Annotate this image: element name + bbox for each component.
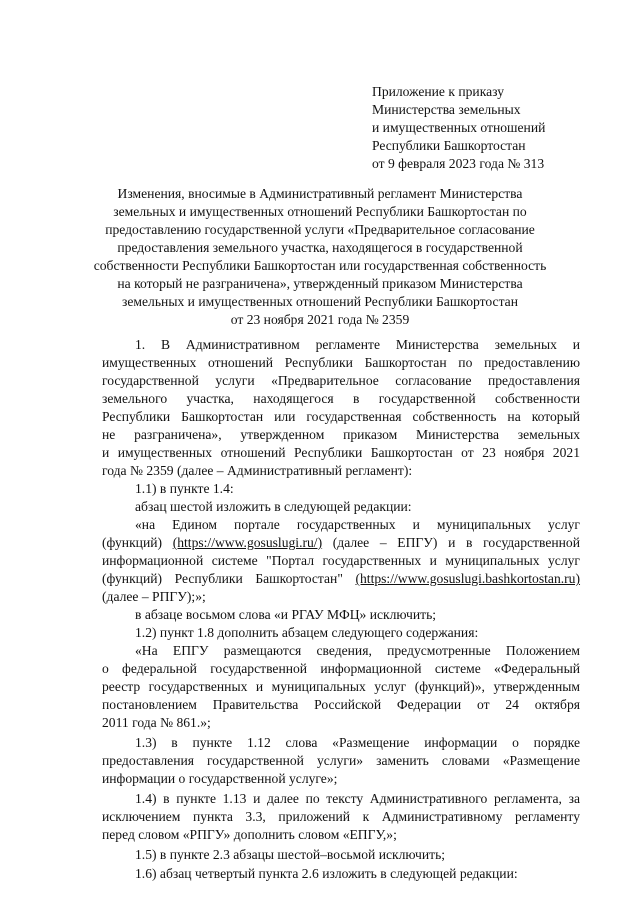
annex-line: от 9 февраля 2023 года № 313 (372, 156, 545, 171)
annex-line: Приложение к приказу (372, 84, 505, 99)
quote-line: постановлением Правительства Российской Федерации от 24 октября (102, 697, 580, 712)
subitem-1-1: 1.1) в пункте 1.4: (135, 481, 234, 496)
document-title-line: Изменения, вносимые в Административный регламент Министерства (117, 186, 523, 201)
quote-text: (функций) Республики Башкортостан" (102, 571, 343, 586)
quote-line: реестр государственных и муниципальных услуг (функций)», утвержденным (102, 679, 580, 694)
paragraph-line: земельного участка, находящегося в государственной собственности (102, 391, 580, 406)
document-title-line: предоставления земельного участка, находящегося в государственной (117, 240, 523, 255)
document-title-line: предоставлению государственной услуги «Предварительное согласование (105, 222, 535, 237)
subitem-1-1-text: абзац шестой изложить в следующей редакции: (135, 499, 412, 514)
quote-line (102, 534, 580, 552)
quote-text: (далее – ЕПГУ) и в государственной (332, 535, 580, 550)
subitem-1-3: информации о государственной услуге»; (102, 771, 338, 786)
quote-line: 2011 года № 861.»; (102, 715, 211, 730)
subitem-1-4: 1.4) в пункте 1.13 и далее по тексту Административного регламента, за (135, 791, 580, 806)
paragraph-line: государственной услуги «Предварительное согласование предоставления (102, 373, 580, 388)
quote-line: информационной системе "Портал государственных и муниципальных услуг (102, 553, 580, 568)
document-title-line: на который не разграничена», утвержденный приказом Министерства (117, 276, 523, 291)
subitem-1-6: 1.6) абзац четвертый пункта 2.6 изложить в следующей редакции: (135, 866, 518, 881)
document-title-line: от 23 ноября 2021 года № 2359 (230, 312, 410, 327)
paragraph-line: Республики Башкортостан или государственная собственность на который (102, 409, 580, 424)
annex-line: Министерства земельных (372, 102, 521, 117)
paragraph-line: года № 2359 (далее – Административный регламент): (102, 463, 413, 478)
document-title-line: земельных и имущественных отношений Республики Башкортостан (122, 294, 518, 309)
quote-text: (функций) (102, 535, 163, 550)
paragraph-line: 1. В Административном регламенте Министерства земельных и (135, 337, 580, 352)
quote-line (102, 570, 580, 588)
paragraph-line: не разграничена», утвержденном приказом Министерства земельных (102, 427, 580, 442)
quote-line: «На ЕПГУ размещаются сведения, предусмотренные Положением (135, 643, 580, 658)
quote-line: «на Едином портале государственных и муниципальных услуг (135, 517, 580, 532)
gosuslugi-link[interactable]: (https://www.gosuslugi.ru/) (172, 535, 323, 550)
quote-line: о федеральной государственной информационной системе «Федеральный (102, 661, 580, 676)
subitem-1-2: 1.2) пункт 1.8 дополнить абзацем следующего содержания: (135, 625, 479, 640)
subitem-1-5: 1.5) в пункте 2.3 абзацы шестой–восьмой исключить; (135, 847, 446, 862)
quote-line: (далее – РПГУ);»; (102, 589, 206, 604)
paragraph-line: и имущественных отношений Республики Башкортостан от 23 ноября 2021 (102, 445, 580, 460)
subitem-1-3: 1.3) в пункте 1.12 слова «Размещение информации о порядке (135, 735, 580, 750)
subitem-1-3: предоставления государственной услуги» заменить словами «Размещение (102, 753, 580, 768)
gosuslugi-bashkortostan-link[interactable]: (https://www.gosuslugi.bashkortostan.ru) (355, 571, 581, 586)
subitem-1-4: перед словом «РПГУ» дополнить словом «ЕПГУ,»; (102, 827, 397, 842)
annex-line: Республики Башкортостан (372, 138, 526, 153)
subitem-1-4: исключением пункта 3.3, приложений к Административному регламенту (102, 809, 580, 824)
subitem-1-1-text: в абзаце восьмом слова «и РГАУ МФЦ» исключить; (135, 607, 437, 622)
document-title-line: собственности Республики Башкортостан или государственная собственность (93, 258, 547, 273)
annex-line: и имущественных отношений (372, 120, 546, 135)
document-title-line: земельных и имущественных отношений Республики Башкортостан по (113, 204, 527, 219)
paragraph-line: имущественных отношений Республики Башкортостан по предоставлению (102, 355, 580, 370)
